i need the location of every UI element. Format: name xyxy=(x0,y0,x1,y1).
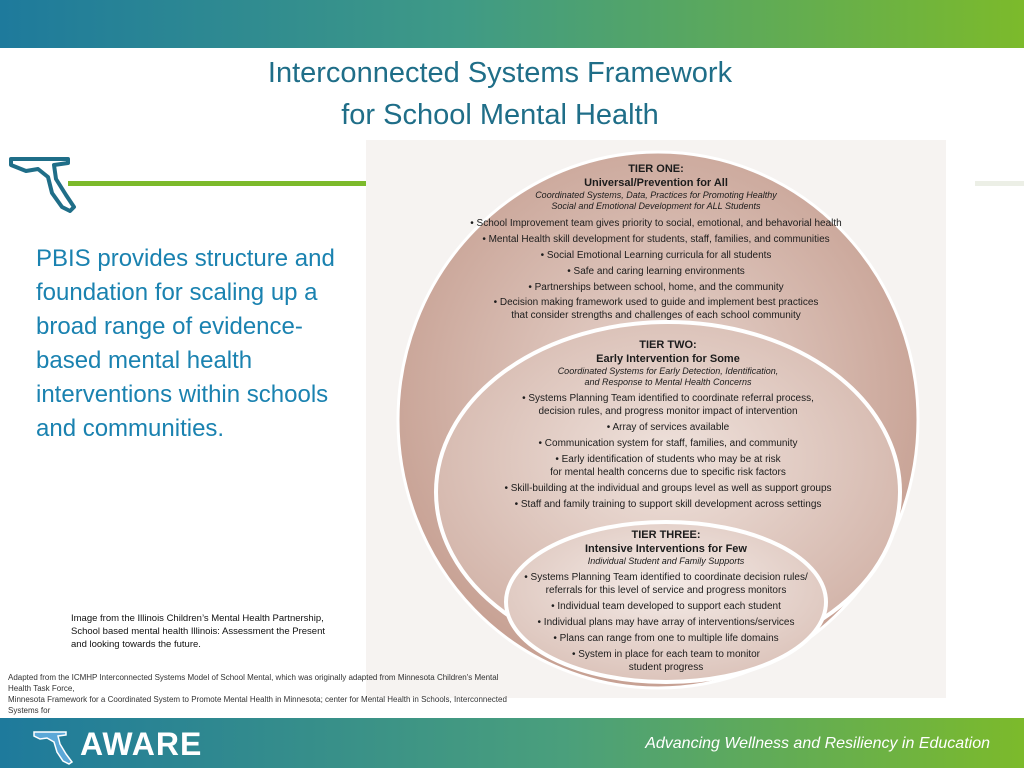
tier-one-bullet: • School Improvement team gives priority to social, emotional, and behavorial health xyxy=(470,218,842,229)
tier-one-subheading: Universal/Prevention for All xyxy=(584,177,728,189)
caption-line: and looking towards the future. xyxy=(71,639,201,650)
tier-three-bullet: referrals for this level of service and progress monitors xyxy=(545,585,787,596)
tier-two-text xyxy=(478,338,858,511)
tier-one-description: Social and Emotional Development for ALL Students xyxy=(551,201,761,211)
tier-three-heading: TIER THREE: xyxy=(631,529,701,541)
page-title xyxy=(200,52,800,136)
tier-one-description: Coordinated Systems, Data, Practices for Promoting Healthy xyxy=(535,190,777,200)
tier-two-description: Coordinated Systems for Early Detection, Identification, xyxy=(557,366,779,376)
tier-three-bullet: • Plans can range from one to multiple life domains xyxy=(553,633,779,644)
tier-three-bullet: • Individual team developed to support each student xyxy=(551,601,781,612)
tier-two-bullet: • Systems Planning Team identified to coordinate referral process, xyxy=(522,393,814,404)
title-line-2: for School Mental Health xyxy=(341,99,659,131)
top-banner xyxy=(0,0,1024,48)
green-divider xyxy=(68,181,368,186)
tier-diagram xyxy=(366,140,946,698)
tier-two-bullet: decision rules, and progress monitor impact of intervention xyxy=(538,406,798,417)
tier-one-bullet: • Safe and caring learning environments xyxy=(567,266,745,277)
tier-three-text xyxy=(516,528,816,674)
image-credit xyxy=(71,612,371,651)
tier-two-subheading: Early Intervention for Some xyxy=(596,353,740,365)
tier-two-bullet: • Skill-building at the individual and groups level as well as support groups xyxy=(504,483,832,494)
tier-three-subheading: Intensive Interventions for Few xyxy=(585,543,747,555)
adaptation-line: Adapted from the ICMHP Interconnected Systems Model of School Mental, which was originally adapted from Minnesota Children's Mental Health Task Force, xyxy=(8,673,499,693)
caption-line: Image from the Illinois Children’s Mental Health Partnership, xyxy=(71,613,324,624)
title-line-1: Interconnected Systems Framework xyxy=(267,57,733,89)
tier-one-bullet: • Mental Health skill development for students, staff, families, and communities xyxy=(482,234,830,245)
tier-two-heading: TIER TWO: xyxy=(639,339,697,351)
tier-one-bullet: • Partnerships between school, home, and the community xyxy=(528,282,784,293)
tier-two-bullet: • Early identification of students who may be at risk xyxy=(555,454,781,465)
tier-one-text xyxy=(456,162,856,322)
tier-three-bullet: • System in place for each team to monitor xyxy=(571,649,761,660)
main-statement: PBIS provides structure and foundation for scaling up a broad range of evidence-based mental health interventions within schools and communities. xyxy=(36,245,335,442)
tier-one-bullet: that consider strengths and challenges of each school community xyxy=(511,310,801,321)
tier-three-bullet: • Systems Planning Team identified to coordinate decision rules/ xyxy=(524,572,808,583)
tier-two-description: and Response to Mental Health Concerns xyxy=(584,377,752,387)
tier-one-heading: TIER ONE: xyxy=(628,163,684,175)
tier-two-bullet: • Array of services available xyxy=(606,422,730,433)
florida-logo-icon xyxy=(34,732,72,764)
tier-one-bullet: • Decision making framework used to guide and implement best practices xyxy=(493,297,819,308)
caption-line: School based mental health Illinois: Assessment the Present xyxy=(71,626,326,637)
brand-name: AWARE xyxy=(80,726,203,762)
tier-one-bullet: • Social Emotional Learning curricula for all students xyxy=(540,250,772,261)
tier-two-bullet: • Communication system for staff, families, and community xyxy=(538,438,798,449)
tier-two-bullet: for mental health concerns due to specific risk factors xyxy=(550,467,786,478)
adaptation-line: Minnesota Framework for a Coordinated System to Promote Mental Health in Minnesota; center for Mental Health in Schools, Interconnected Systems for xyxy=(8,695,507,715)
faint-divider xyxy=(975,181,1024,186)
tier-two-bullet: • Staff and family training to support skill development across settings xyxy=(514,499,822,510)
tier-three-description: Individual Student and Family Supports xyxy=(587,556,745,566)
footer-tagline: Advancing Wellness and Resiliency in Education xyxy=(645,735,990,752)
tier-three-bullet: • Individual plans may have array of interventions/services xyxy=(537,617,795,628)
tier-three-bullet: student progress xyxy=(628,662,704,673)
